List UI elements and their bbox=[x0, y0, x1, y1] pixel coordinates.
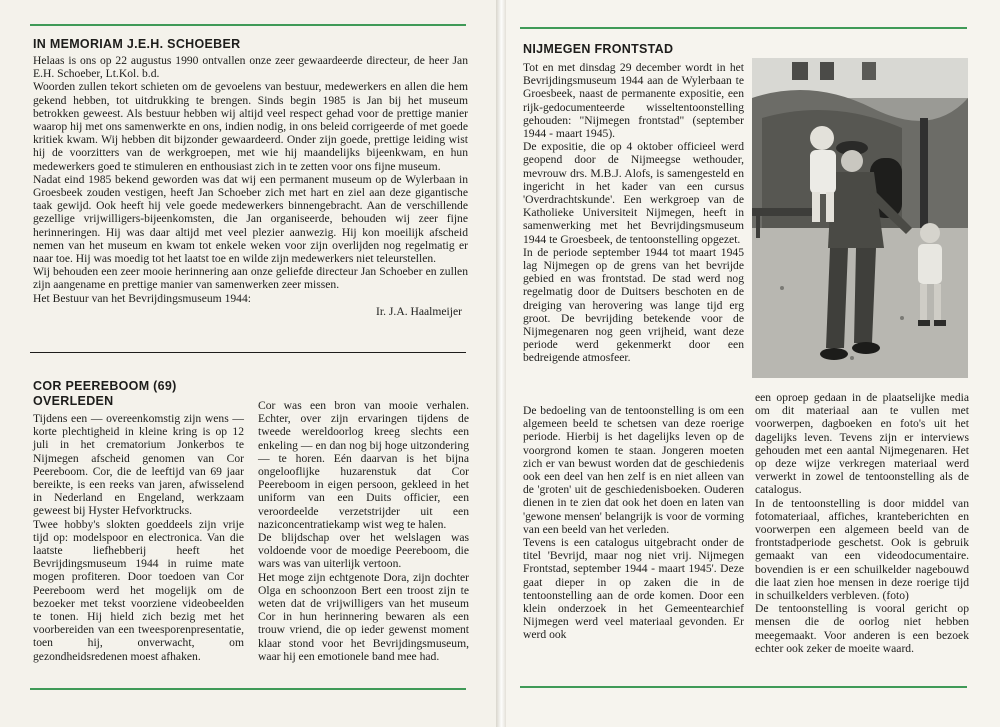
soldier-children-photo bbox=[752, 58, 968, 378]
memoriam-body bbox=[33, 54, 468, 318]
signature: Ir. J.A. Haalmeijer bbox=[376, 304, 462, 318]
paragraph: Twee hobby's slokten goeddeels zijn vrije tijd op: modelspoor en electronica. Van die laatste liefhebberij heeft het Bevrijdingsmuseum 1944 in ruime mate mogen profiteren. Door toedoen van Cor Peereboom werd het mogelijk om de bezoeker met tekst voorziene videobeelden te tonen. Hij hield zich bezig met het voorbereiden van een tweesporenpresentatie, toen hij, onverwacht, om gezondheidsredenen moest afhaken. bbox=[33, 517, 244, 663]
paragraph: De tentoonstelling is vooral gericht op mensen die de oorlog niet hebben meegemaakt. Voor anderen is een bezoek echter ook zeker de moeite waard. bbox=[755, 602, 969, 655]
peereboom-title-line1: COR PEEREBOOM (69) bbox=[33, 379, 177, 393]
peereboom-title-line2: OVERLEDEN bbox=[33, 394, 114, 408]
paragraph: Helaas is ons op 22 augustus 1990 ontvallen onze zeer gewaardeerde directeur, de heer Jan E.H. Schoeber, Lt.Kol. b.d. bbox=[33, 54, 468, 81]
paragraph: een oproep gedaan in de plaatselijke media om dit materiaal aan te vullen met voorwerpen, dagboeken en foto's uit het dagelijks leven. Tevens zijn er interviews gehouden met een aantal Nijmegenaren. Het op deze wijze verkregen materiaal werd verwerkt in zowel de tentoonstelling als de catalogus. bbox=[755, 391, 969, 497]
memoriam-title: IN MEMORIAM J.E.H. SCHOEBER bbox=[33, 37, 241, 51]
paragraph: Nadat eind 1985 bekend geworden was dat wij een permanent museum op de Wylerbaan in Groesbeek zouden vestigen, heeft Jan Schoeber zich met hart en ziel aan deze gigantische taak gewijd. Ook heeft hij vele goede medewerkers binnengebracht. Aan de verschillende gezellige vrijwilligers-bijeenkomsten, die Jan organiseerde, behouden wij zeer fijne herinneringen. Hij was daar altijd met veel plezier aanwezig. Hij kon moeilijk afscheid nemen van het museum en kwam tot enkele weken voor zijn overlijden nog regelmatig er naar toe. Hij was moedig tot het laatst toe en wilde zijn medewerkers niet teleurstellen. bbox=[33, 172, 468, 266]
paragraph: Het moge zijn echtgenote Dora, zijn dochter Olga en schoonzoon Bert een troost zijn te weten dat de vrijwilligers van het museum Cor in hun herinnering bewaren als een trouw vriend, die op ieder gewenst moment klaar stond voor het Bevrijdingsmuseum, waar hij een emotionele band mee had. bbox=[258, 570, 469, 663]
paragraph: Het Bestuur van het Bevrijdingsmuseum 1944: bbox=[33, 291, 251, 305]
frontstad-col1 bbox=[523, 404, 744, 642]
paragraph: De bedoeling van de tentoonstelling is om een algemeen beeld te schetsen van deze roerige periode. Hierbij is het dagelijks leven op de voorgrond komen te staan. Jongeren moeten zich er van bewust worden dat de geschiedenis ook een deel van hen zelf is en niet alleen van de 'groten' uit de geschiedenisboeken. Ouderen dienen in te zien dat ook het doen en laten van 'gewone mensen' belangrijk is voor de vorming van een beeld van het verleden. bbox=[523, 404, 744, 536]
paragraph: De blijdschap over het welslagen was voldoende voor de moedige Peereboom, die wars was van uiterlijk vertoon. bbox=[258, 531, 469, 571]
section-divider bbox=[30, 352, 466, 353]
bottom-rule-left bbox=[30, 688, 466, 690]
frontstad-intro bbox=[523, 61, 744, 365]
paragraph: In de tentoonstelling is door middel van fotomateriaal, affiches, kranteberichten en voorwerpen een algemeen beeld van de frontstadperiode geschetst. Ook is gebruik gemaakt van een videodocumentaire. bovendien is er een schuilkelder nagebouwd die laat zien hoe mensen in deze roerige tijd in schuilkelders verbleven. (foto) bbox=[755, 496, 969, 603]
paragraph: Tot en met dinsdag 29 december wordt in het Bevrijdingsmuseum 1944 aan de Wylerbaan te Groesbeek, naast de permanente expositie, een rijk-gedocumenteerde wisseltentoonstelling gehouden: "Nijmegen frontstad" (september 1944 - maart 1945). bbox=[523, 61, 744, 141]
paragraph: In de periode september 1944 tot maart 1945 lag Nijmegen op de grens van het bevrijde gebied en was frontstad. De stad werd nog regelmatig door de Duitsers beschoten en de dreiging van herovering was lange tijd erg groot. De bevrijding betekende voor de Nijmegenaren nog geen vrijheid, want deze periode werd gekenmerkt door een bedreigende atmosfeer. bbox=[523, 245, 744, 365]
paragraph: Woorden zullen tekort schieten om de gevoelens van bestuur, medewerkers en allen die hem gekend hebben, tot uitdrukking te brengen. Sinds begin 1985 is Jan bij het museum betrokken geweest. Als bestuur hebben wij altijd veel respect gehad voor de prettige manier waarop hij met ons samenwerkte en ons, indien nodig, in ons beleid corrigeerde of met goede kritiek kwam. Wij hebben dit bijzonder gewaardeerd. Onder zijn goede, prettige leiding wist hij de voorzitters van de werkgroepen, met wie hij maandelijks bijeenkwam, en hun medewerkers goed te stimuleren en enthousiast zich in te zetten voor ons fijne museum. bbox=[33, 80, 468, 173]
frontstad-col2 bbox=[755, 391, 969, 655]
paragraph: Cor was een bron van mooie verhalen. Echter, over zijn ervaringen tijdens de tweede wereldoorlog kreeg slechts een enkeling — en dan nog bij hoge uitzondering — te horen. Eén daarvan is het bijna ongelooflijke huzarenstuk dat Cor Peereboom in eigen persoon, gekleed in het uniform van een Duits officier, een veroordeelde verzetstrijder uit een naziconcentratiekamp wist weg te halen. bbox=[258, 399, 469, 531]
peereboom-col2 bbox=[258, 399, 469, 663]
photo-illustration bbox=[752, 58, 968, 378]
page-gutter bbox=[496, 0, 506, 727]
top-rule-right bbox=[520, 27, 967, 29]
paragraph: Tijdens een — overeenkomstig zijn wens — korte plechtigheid in kleine kring is op 12 juli in het crematorium Jonkerbos te Nijmegen afscheid genomen van Cor Peereboom. Cor, die de leeftijd van 69 jaar bereikte, is een reeks van jaren, afwisselend in Nederland en Engeland, werkzaam geweest bij Hyster Hefvorktrucks. bbox=[33, 412, 244, 518]
bottom-rule-right bbox=[520, 686, 967, 688]
paragraph: De expositie, die op 4 oktober officieel werd geopend door de Nijmeegse wethouder, mevrouw drs. M.B.J. Alofs, is samengesteld en ingericht in het kader van een cursus 'Overdrachtskunde'. Een werkgroep van de Katholieke Universiteit Nijmegen, heeft in samenwerking met het Bevrijdingsmuseum 1944 te Groesbeek, de tentoonstelling opgezet. bbox=[523, 140, 744, 246]
top-rule-left bbox=[30, 24, 466, 26]
peereboom-col1 bbox=[33, 412, 244, 663]
peereboom-title bbox=[33, 379, 177, 409]
paragraph: Wij behouden een zeer mooie herinnering aan onze geliefde directeur Jan Schoeber en zullen zijn aangename en prettige manier van samenwerken zeer missen. bbox=[33, 265, 468, 292]
frontstad-title: NIJMEGEN FRONTSTAD bbox=[523, 42, 674, 56]
paragraph: Tevens is een catalogus uitgebracht onder de titel 'Bevrijd, maar nog niet vrij. Nijmegen Frontstad, september 1944 - maart 1945'. Deze gaat dieper in op zaken die in de tentoonstelling aan de orde komen. Door een klein onderzoek in het Gemeentearchief Nijmegen werd veel materiaal gevonden. Er werd ook bbox=[523, 536, 744, 642]
